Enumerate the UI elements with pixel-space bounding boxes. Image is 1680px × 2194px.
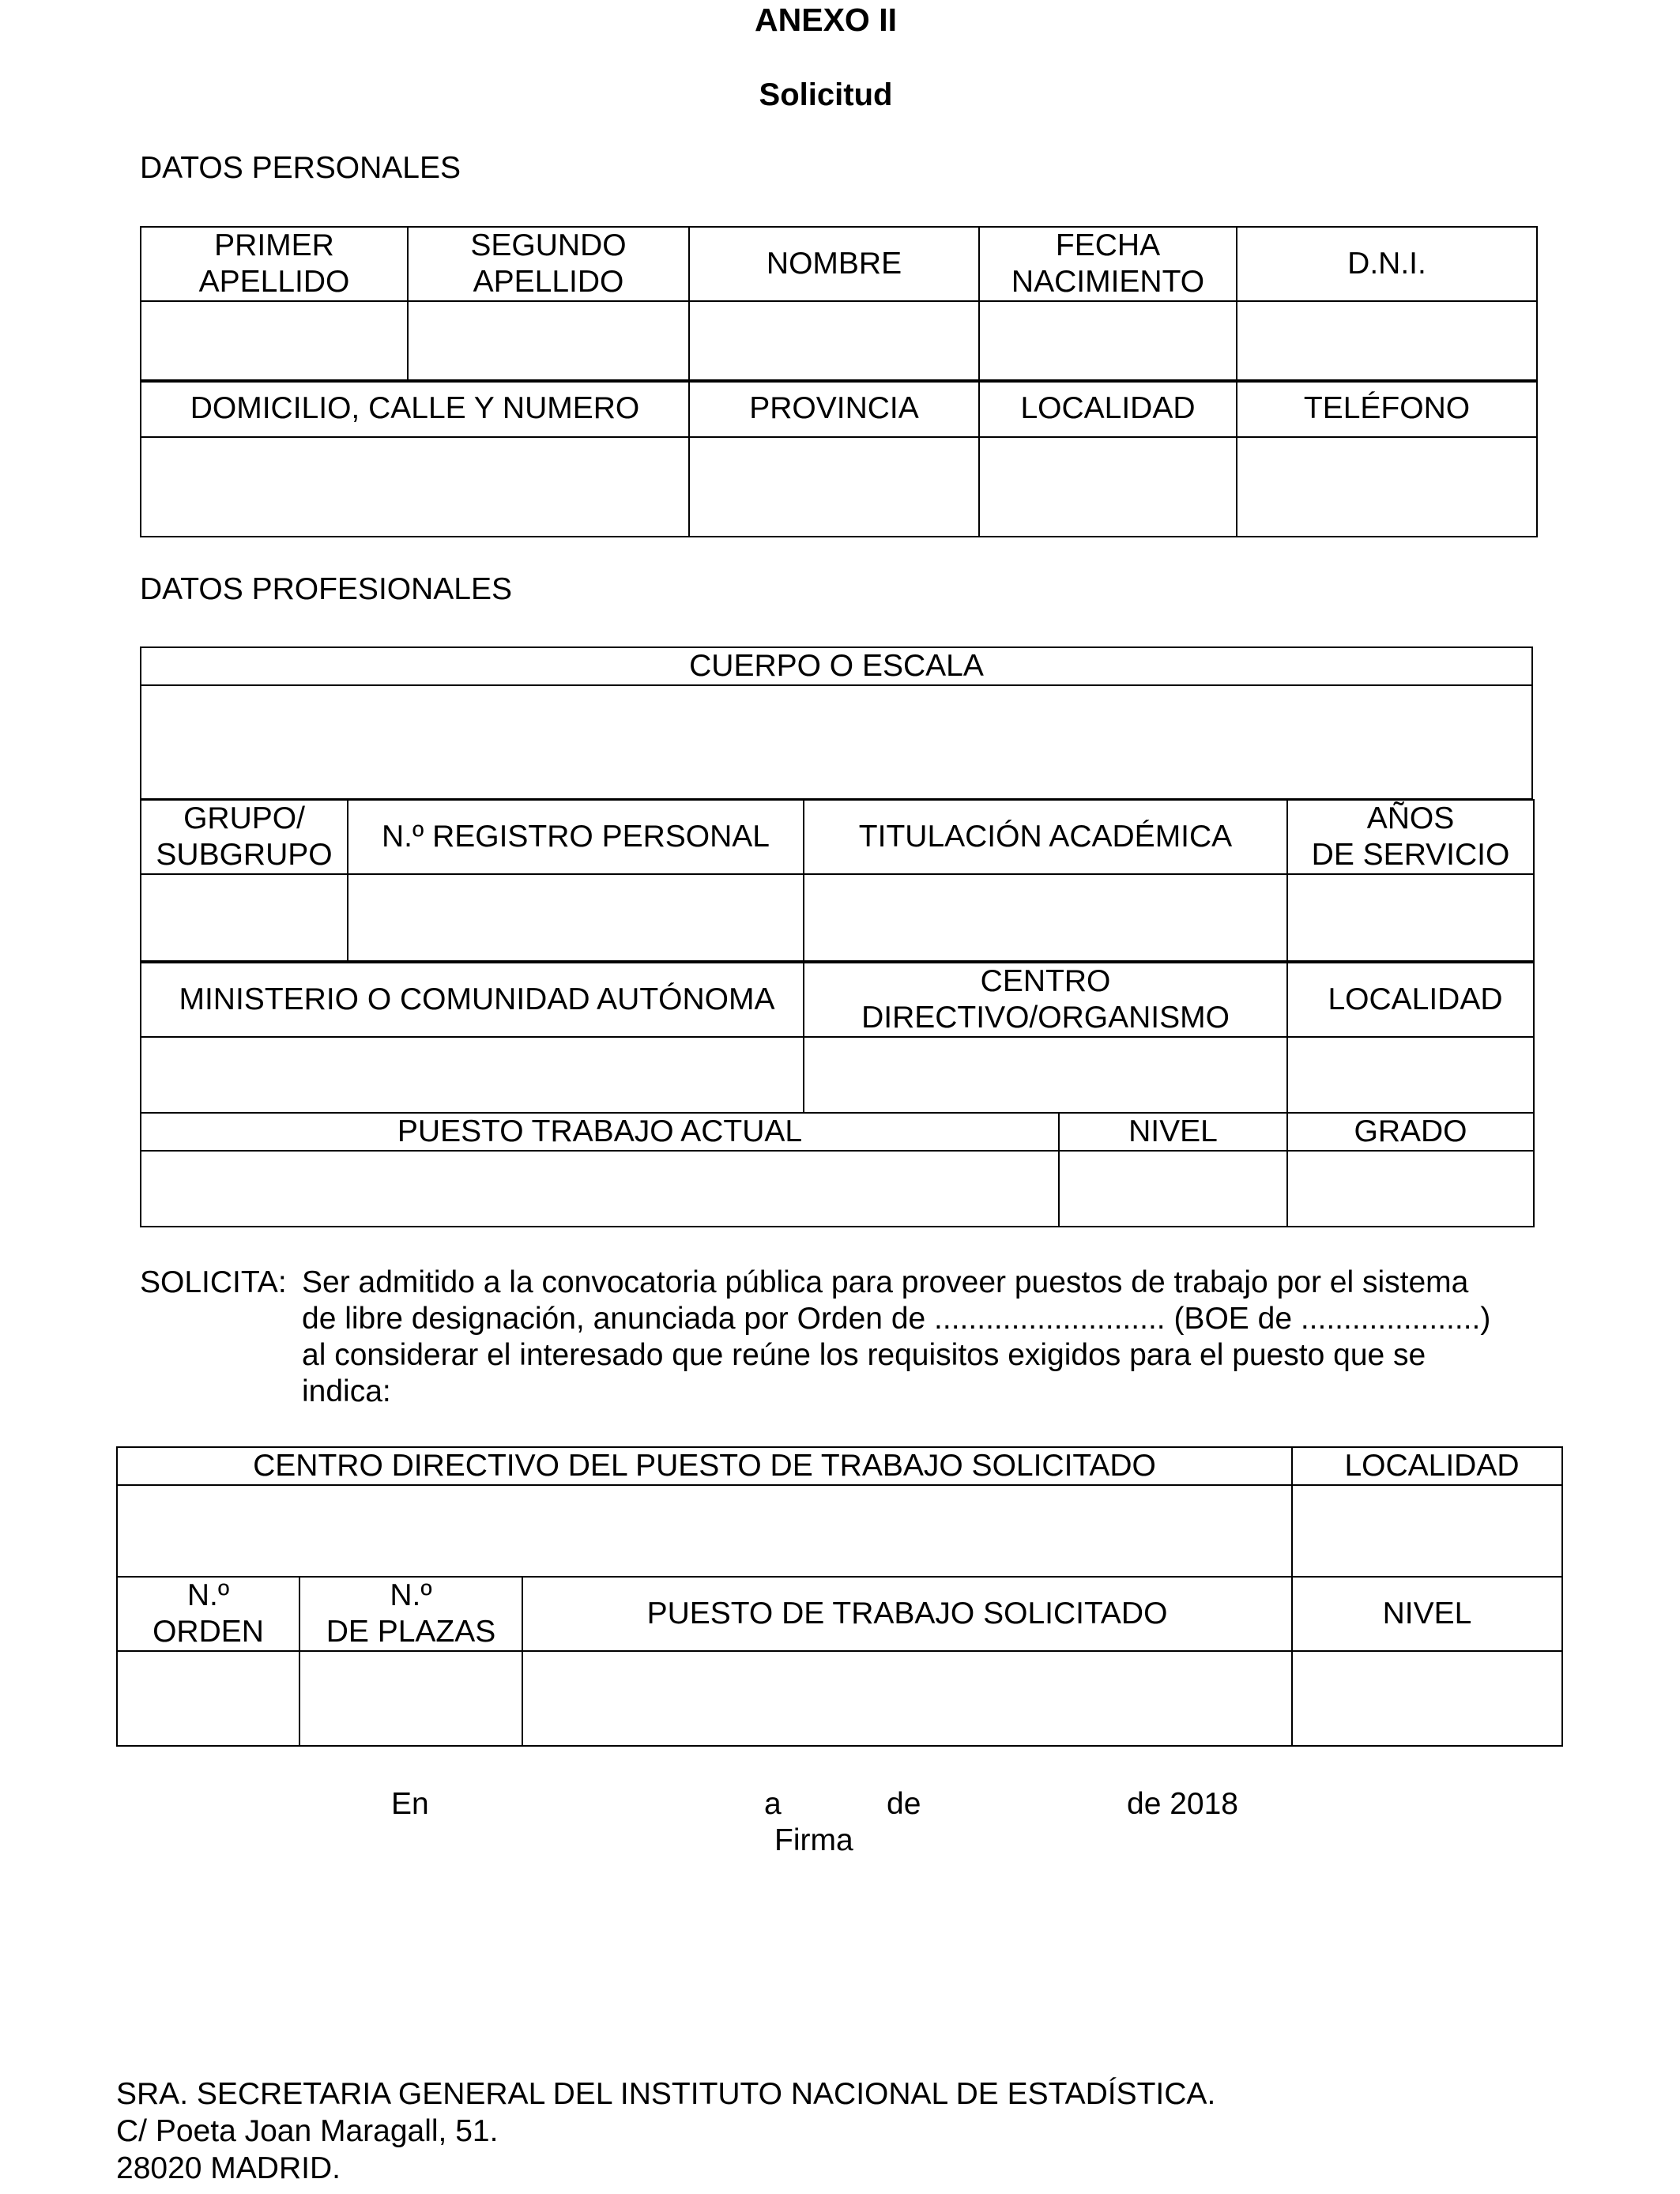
solicita-text	[302, 1265, 1566, 1410]
grupo-table	[140, 799, 1535, 962]
signature-de: de	[887, 1787, 921, 1821]
signature-year: de 2018	[1127, 1787, 1238, 1821]
field-titulacion[interactable]	[804, 874, 1287, 961]
field-centro-solicitado[interactable]	[117, 1485, 1292, 1577]
address-street: C/ Poeta Joan Maragall, 51.	[116, 2114, 499, 2148]
header-telefono: TELÉFONO	[1237, 380, 1537, 437]
header-centro-solicitado: CENTRO DIRECTIVO DEL PUESTO DE TRABAJO SOLICITADO	[117, 1447, 1292, 1485]
field-centro-directivo[interactable]	[804, 1037, 1287, 1113]
header-cuerpo-escala: CUERPO O ESCALA	[141, 647, 1532, 685]
header-puesto-solicitado: PUESTO DE TRABAJO SOLICITADO	[522, 1577, 1292, 1651]
field-telefono[interactable]	[1237, 437, 1537, 537]
signature-firma: Firma	[774, 1823, 853, 1857]
field-provincia[interactable]	[689, 437, 979, 537]
header-localidad-solicitada: LOCALIDAD	[1292, 1447, 1562, 1485]
field-grado[interactable]	[1287, 1151, 1534, 1227]
header-registro-personal: N.º REGISTRO PERSONAL	[348, 800, 804, 874]
professional-data-heading: DATOS PROFESIONALES	[140, 572, 513, 606]
header-numero-plazas: N.º DE PLAZAS	[299, 1577, 522, 1651]
field-fecha-nacimiento[interactable]	[979, 301, 1237, 382]
header-nivel-solicitado: NIVEL	[1292, 1577, 1562, 1651]
header-fecha-nacimiento: FECHA NACIMIENTO	[979, 227, 1237, 301]
field-grupo-subgrupo[interactable]	[141, 874, 348, 961]
cuerpo-table	[140, 647, 1533, 800]
field-segundo-apellido[interactable]	[408, 301, 689, 382]
header-anos-servicio: AÑOS DE SERVICIO	[1287, 800, 1534, 874]
field-numero-orden[interactable]	[117, 1651, 299, 1746]
field-localidad[interactable]	[979, 437, 1237, 537]
field-cuerpo-escala[interactable]	[141, 685, 1532, 799]
field-anos-servicio[interactable]	[1287, 874, 1534, 961]
header-nivel-actual: NIVEL	[1059, 1113, 1287, 1151]
signature-en: En	[391, 1787, 429, 1821]
addressee-block	[116, 2075, 1215, 2187]
ministerio-table	[140, 962, 1535, 1114]
field-primer-apellido[interactable]	[141, 301, 408, 382]
header-grupo-subgrupo: GRUPO/ SUBGRUPO	[141, 800, 348, 874]
solicita-line: de libre designación, anunciada por Orden de ........................... (BOE de .....................)	[302, 1302, 1491, 1336]
field-dni[interactable]	[1237, 301, 1537, 382]
header-numero-orden: N.º ORDEN	[117, 1577, 299, 1651]
field-nivel-actual[interactable]	[1059, 1151, 1287, 1227]
solicita-line: al considerar el interesado que reúne los requisitos exigidos para el puesto que se	[302, 1338, 1426, 1372]
field-ministerio[interactable]	[141, 1037, 804, 1113]
header-provincia: PROVINCIA	[689, 380, 979, 437]
address-table	[140, 379, 1538, 537]
puesto-actual-table	[140, 1112, 1535, 1227]
field-numero-plazas[interactable]	[299, 1651, 522, 1746]
header-puesto-actual: PUESTO TRABAJO ACTUAL	[141, 1113, 1059, 1151]
header-segundo-apellido: SEGUNDO APELLIDO	[408, 227, 689, 301]
field-localidad-prof[interactable]	[1287, 1037, 1534, 1113]
personal-data-table	[140, 226, 1538, 383]
document-title: ANEXO II	[755, 2, 897, 38]
header-grado: GRADO	[1287, 1113, 1534, 1151]
field-puesto-actual[interactable]	[141, 1151, 1059, 1227]
field-registro-personal[interactable]	[348, 874, 804, 961]
field-nivel-solicitado[interactable]	[1292, 1651, 1562, 1746]
header-ministerio: MINISTERIO O COMUNIDAD AUTÓNOMA	[141, 963, 804, 1037]
field-domicilio[interactable]	[141, 437, 689, 537]
solicita-line: indica:	[302, 1374, 391, 1408]
field-localidad-solicitada[interactable]	[1292, 1485, 1562, 1577]
field-puesto-solicitado[interactable]	[522, 1651, 1292, 1746]
header-nombre: NOMBRE	[689, 227, 979, 301]
solicita-label: SOLICITA:	[140, 1265, 287, 1299]
header-localidad: LOCALIDAD	[979, 380, 1237, 437]
header-centro-directivo: CENTRO DIRECTIVO/ORGANISMO	[804, 963, 1287, 1037]
header-localidad-prof: LOCALIDAD	[1287, 963, 1534, 1037]
document-subtitle: Solicitud	[759, 77, 893, 112]
requested-centro-table	[116, 1446, 1563, 1578]
header-domicilio: DOMICILIO, CALLE Y NUMERO	[141, 380, 689, 437]
solicita-line: Ser admitido a la convocatoria pública para proveer puestos de trabajo por el sistema	[302, 1265, 1469, 1299]
header-titulacion: TITULACIÓN ACADÉMICA	[804, 800, 1287, 874]
requested-puesto-table	[116, 1576, 1563, 1747]
header-dni: D.N.I.	[1237, 227, 1537, 301]
addressee-line: SRA. SECRETARIA GENERAL DEL INSTITUTO NACIONAL DE ESTADÍSTICA.	[116, 2077, 1216, 2111]
address-city: 28020 MADRID.	[116, 2151, 341, 2185]
header-primer-apellido: PRIMER APELLIDO	[141, 227, 408, 301]
field-nombre[interactable]	[689, 301, 979, 382]
personal-data-heading: DATOS PERSONALES	[140, 151, 461, 185]
signature-a: a	[764, 1787, 782, 1821]
